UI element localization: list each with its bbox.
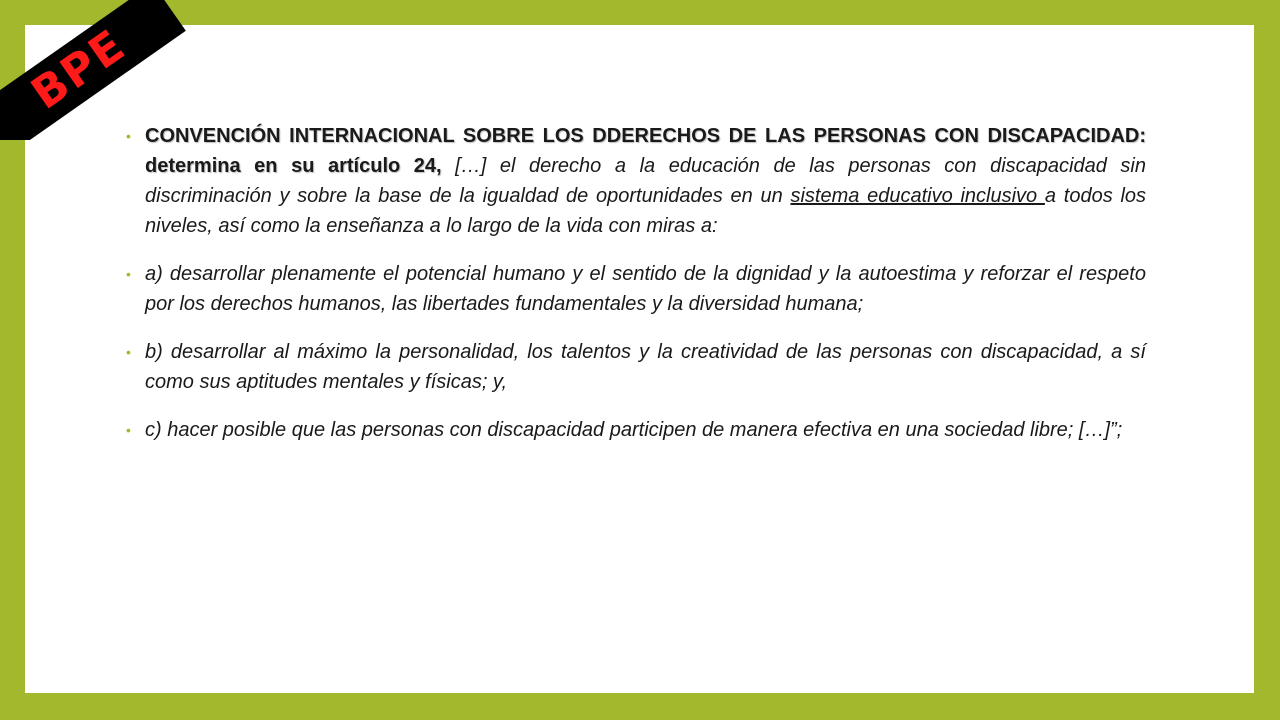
convention-text-end: a todos los niveles, así como la enseñanza a lo largo de la vida con miras a: (145, 185, 1147, 237)
underlined-phrase: sistema educativo inclusivo (790, 185, 1045, 207)
bullet-icon: • (126, 128, 131, 144)
list-item-text: c) hacer posible que las personas con discapacidad participen de manera efectiva en una sociedad libre; […]”; (145, 419, 1123, 441)
bullet-list (126, 121, 1146, 463)
convention-heading: CONVENCIÓN INTERNACIONAL SOBRE LOS DDERECHOS DE LAS PERSONAS CON DISCAPACIDAD: determina en su artículo 24, (145, 125, 1146, 177)
list-item-text (145, 121, 1146, 241)
bullet-icon: • (126, 422, 131, 438)
list-item (126, 415, 1146, 445)
ribbon-band (0, 0, 186, 140)
list-item-text: b) desarrollar al máximo la personalidad, los talentos y la creatividad de las personas con discapacidad, a sí como sus aptitudes mentales y físicas; y, (145, 341, 1146, 393)
list-item (126, 259, 1146, 319)
list-item (126, 121, 1146, 241)
convention-text: […] el derecho a la educación de las personas con discapacidad sin discriminación y sobre la base de la igualdad de oportunidades en un (145, 155, 1146, 207)
list-item-text: a) desarrollar plenamente el potencial humano y el sentido de la dignidad y la autoestima y reforzar el respeto por los derechos humanos, las libertades fundamentales y la diversidad humana; (145, 263, 1146, 315)
bullet-icon: • (126, 266, 131, 282)
ribbon-label: BPE (22, 19, 136, 120)
corner-ribbon (0, 0, 200, 140)
bullet-icon: • (126, 344, 131, 360)
list-item (126, 337, 1146, 397)
